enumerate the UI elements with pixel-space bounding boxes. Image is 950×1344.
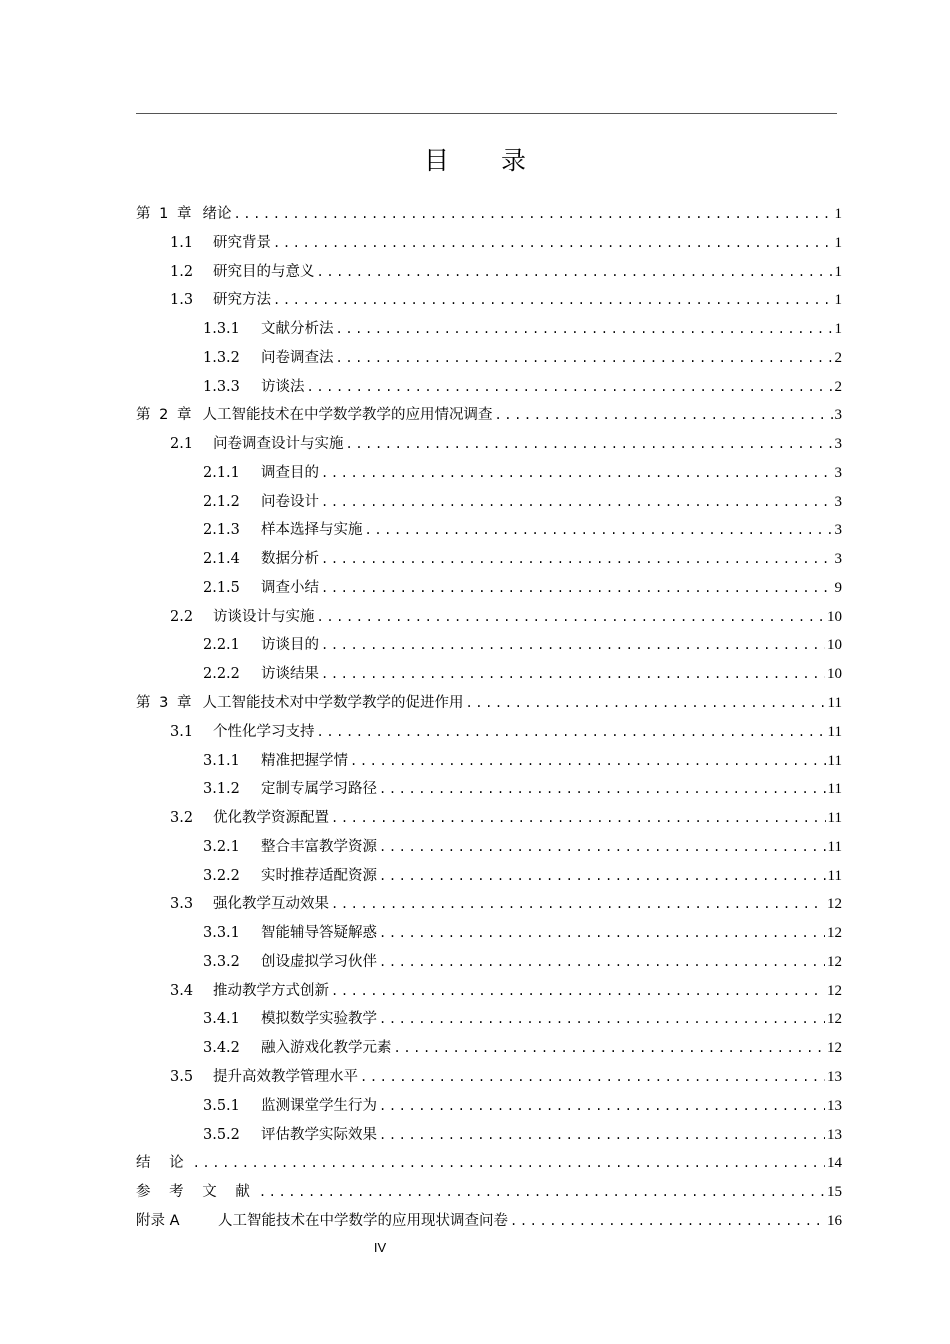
toc-entry-number: 2.2.1 (203, 637, 240, 654)
toc-entry[interactable] (136, 660, 842, 689)
dot-leader (360, 1063, 825, 1092)
toc-entry-number: 3.5.1 (203, 1097, 240, 1114)
toc-entry-title: 整合丰富教学资源 (261, 838, 377, 855)
toc-entry-page: 3 (834, 551, 842, 568)
toc-entry-title: 研究目的与意义 (213, 263, 315, 280)
toc-entry-title: 文献分析法 (261, 321, 334, 338)
toc-entry-page: 12 (827, 982, 842, 999)
dot-leader (336, 315, 833, 344)
toc-entry-page: 1 (834, 321, 842, 338)
toc-entry-number: 3.2 (170, 810, 194, 827)
toc-entry-page: 1 (834, 263, 842, 280)
toc-entry-number: 1.2 (170, 263, 194, 280)
toc-entry[interactable] (136, 919, 842, 948)
toc-entry[interactable] (136, 948, 842, 977)
toc-entry[interactable] (136, 603, 842, 632)
toc-entry-number: 3.5 (170, 1068, 194, 1085)
toc-entry-number: 1.1 (170, 234, 194, 251)
dot-leader (331, 977, 825, 1006)
toc-entry-page: 11 (827, 752, 842, 769)
toc-entry-title: 人工智能技术在中学数学的应用现状调查问卷 (218, 1212, 508, 1229)
dot-leader (346, 430, 833, 459)
toc-entry[interactable] (136, 258, 842, 287)
dot-leader (317, 603, 826, 632)
dot-leader (233, 200, 832, 229)
toc-entry[interactable] (136, 459, 842, 488)
toc-entry-number: 3.3.1 (203, 925, 240, 942)
toc-entry-title: 访谈法 (261, 378, 305, 395)
toc-entry-title: 强化教学互动效果 (213, 896, 329, 913)
toc-entry[interactable] (136, 689, 842, 718)
toc-entry[interactable] (136, 1207, 842, 1236)
toc-entry[interactable] (136, 516, 842, 545)
toc-entry-title: 智能辅导答疑解惑 (261, 925, 377, 942)
toc-entry-page: 1 (834, 292, 842, 309)
dot-leader (379, 1005, 825, 1034)
toc-entry-title: 问卷调查设计与实施 (213, 436, 344, 453)
dot-leader (510, 1207, 825, 1236)
toc-entry-page: 9 (834, 579, 842, 596)
dot-leader (321, 545, 833, 574)
dot-leader (379, 1121, 825, 1150)
toc-entry[interactable] (136, 315, 842, 344)
dot-leader (321, 660, 825, 689)
toc-entry-page: 3 (834, 464, 842, 481)
toc-entry-page: 12 (827, 953, 842, 970)
toc-entry[interactable] (136, 1149, 842, 1178)
toc-entry-page: 10 (827, 637, 842, 654)
toc-entry-title: 结 论 (136, 1155, 191, 1172)
toc-entry-title: 监测课堂学生行为 (261, 1097, 377, 1114)
toc-entry-number: 1.3.3 (203, 378, 240, 395)
toc-entry-page: 13 (827, 1097, 842, 1114)
toc-entry-page: 11 (827, 838, 842, 855)
toc-entry-title: 调查小结 (261, 579, 319, 596)
dot-leader (379, 948, 825, 977)
toc-entry-number: 3.5.2 (203, 1126, 240, 1143)
toc-entry-page: 14 (827, 1155, 842, 1172)
toc-entry-page: 2 (834, 378, 842, 395)
toc-entry-title: 访谈结果 (261, 666, 319, 683)
toc-entry-title: 问卷调查法 (261, 349, 334, 366)
toc-entry-number: 3.3 (170, 896, 194, 913)
toc-entry[interactable] (136, 401, 842, 430)
toc-entry-number: 1.3 (170, 292, 194, 309)
toc-entry[interactable] (136, 373, 842, 402)
toc-entry-number: 3.1 (170, 723, 194, 740)
page-number: IV (373, 1240, 387, 1255)
toc-entry-number: 2.2.2 (203, 666, 240, 683)
toc-entry[interactable] (136, 286, 842, 315)
toc-entry-number: 1.3.2 (203, 349, 240, 366)
toc-entry-title: 优化教学资源配置 (213, 810, 329, 827)
dot-leader (193, 1149, 825, 1178)
toc-entry-title: 定制专属学习路径 (261, 781, 377, 798)
toc-entry[interactable] (136, 775, 842, 804)
dot-leader (331, 890, 825, 919)
toc-entry-title: 提升高效教学管理水平 (213, 1068, 358, 1085)
toc-entry-title: 参 考 文 献 (136, 1184, 257, 1201)
toc-entry-page: 3 (834, 407, 842, 424)
dot-leader (394, 1034, 826, 1063)
toc-entry-number: 2.1.5 (203, 579, 240, 596)
toc-entry-title: 绪论 (202, 206, 232, 222)
toc-entry-page: 3 (834, 522, 842, 539)
toc-entry-number: 第 1 章 (136, 206, 194, 222)
toc-entry-number: 2.1.3 (203, 522, 240, 539)
toc-entry[interactable] (136, 804, 842, 833)
toc-entry-number: 3.4.2 (203, 1040, 240, 1057)
toc-entry-page: 11 (827, 867, 842, 884)
toc-entry-title: 模拟数学实验教学 (261, 1011, 377, 1028)
toc-entry[interactable] (136, 631, 842, 660)
dot-leader (317, 718, 826, 747)
toc-entry-number: 3.1.1 (203, 752, 240, 769)
toc-entry-page: 11 (827, 810, 842, 827)
toc-entry-page: 3 (834, 493, 842, 510)
toc-entry-number: 2.1 (170, 436, 194, 453)
dot-leader (321, 574, 833, 603)
toc-entry[interactable] (136, 1034, 842, 1063)
toc-entry[interactable] (136, 747, 842, 776)
toc-entry-page: 15 (827, 1184, 842, 1201)
toc-entry[interactable] (136, 430, 842, 459)
dot-leader (494, 401, 832, 430)
dot-leader (273, 286, 833, 315)
toc-entry-title: 访谈目的 (261, 637, 319, 654)
dot-leader (321, 631, 825, 660)
toc-entry[interactable] (136, 1178, 842, 1207)
toc-entry-title: 评估教学实际效果 (261, 1126, 377, 1143)
toc-entry-page: 16 (827, 1212, 842, 1229)
toc-entry-page: 11 (827, 695, 842, 712)
toc-entry[interactable] (136, 488, 842, 517)
toc-entry-title: 数据分析 (261, 551, 319, 568)
toc-entry-number: 3.1.2 (203, 781, 240, 798)
toc-entry-title: 研究方法 (213, 292, 271, 309)
dot-leader (336, 344, 833, 373)
dot-leader (307, 373, 833, 402)
toc-entry[interactable] (136, 718, 842, 747)
dot-leader (321, 459, 833, 488)
toc-entry-number: 1.3.1 (203, 321, 240, 338)
toc-entry-number: 第 2 章 (136, 407, 194, 424)
toc-entry-title: 研究背景 (213, 234, 271, 251)
toc-entry-number: 第 3 章 (136, 695, 194, 712)
toc-entry[interactable] (136, 200, 842, 229)
toc-entry-title: 个性化学习支持 (213, 723, 315, 740)
toc-entry-number: 3.2.2 (203, 867, 240, 884)
toc-entry-page: 10 (827, 666, 842, 683)
toc-entry-page: 12 (827, 925, 842, 942)
toc-entry-title: 实时推荐适配资源 (261, 867, 377, 884)
toc-entry[interactable] (136, 1121, 842, 1150)
toc-entry[interactable] (136, 1063, 842, 1092)
toc-entry-page: 11 (827, 781, 842, 798)
toc-entry-number: 2.1.2 (203, 493, 240, 510)
toc-entry-page: 3 (834, 436, 842, 453)
toc-entry[interactable] (136, 1092, 842, 1121)
toc-entry-page: 1 (834, 206, 842, 222)
toc-entry-title: 样本选择与实施 (261, 522, 363, 539)
dot-leader (273, 229, 833, 258)
header-rule (136, 113, 837, 114)
toc-entry-page: 10 (827, 608, 842, 625)
toc-entry[interactable] (136, 344, 842, 373)
toc-entry-number: 3.3.2 (203, 953, 240, 970)
toc-entry-number: 附录 A (136, 1212, 180, 1229)
toc-entry-title: 人工智能技术在中学数学教学的应用情况调查 (202, 407, 493, 424)
toc-entry-page: 13 (827, 1126, 842, 1143)
toc-entry-number: 2.2 (170, 608, 194, 625)
dot-leader (379, 862, 826, 891)
toc-entry[interactable] (136, 833, 842, 862)
toc-entry-page: 12 (827, 1011, 842, 1028)
toc-entry[interactable] (136, 574, 842, 603)
dot-leader (331, 804, 826, 833)
toc-entry-title: 人工智能技术对中学数学教学的促进作用 (202, 695, 464, 712)
dot-leader (321, 488, 833, 517)
toc-entry-number: 3.2.1 (203, 838, 240, 855)
toc-entry-page: 13 (827, 1068, 842, 1085)
toc-title: 目 录 (424, 146, 548, 175)
dot-leader (379, 833, 826, 862)
dot-leader (259, 1178, 825, 1207)
toc-entry-number: 3.4 (170, 982, 194, 999)
toc-entry-page: 11 (827, 723, 842, 740)
toc-entry-title: 调查目的 (261, 464, 319, 481)
toc-entry[interactable] (136, 545, 842, 574)
toc-entry[interactable] (136, 890, 842, 919)
toc-entry-number: 2.1.1 (203, 464, 240, 481)
dot-leader (350, 747, 826, 776)
dot-leader (379, 919, 825, 948)
toc-entry-page: 1 (834, 234, 842, 251)
table-of-contents (136, 200, 842, 1236)
dot-leader (379, 1092, 825, 1121)
toc-entry-page: 12 (827, 896, 842, 913)
toc-entry-title: 融入游戏化教学元素 (261, 1040, 392, 1057)
toc-entry-title: 精准把握学情 (261, 752, 348, 769)
toc-entry-title: 访谈设计与实施 (213, 608, 315, 625)
toc-entry-number: 3.4.1 (203, 1011, 240, 1028)
dot-leader (365, 516, 833, 545)
toc-entry[interactable] (136, 1005, 842, 1034)
toc-entry[interactable] (136, 977, 842, 1006)
toc-entry-number: 2.1.4 (203, 551, 240, 568)
dot-leader (465, 689, 825, 718)
dot-leader (317, 258, 833, 287)
dot-leader (379, 775, 826, 804)
toc-entry[interactable] (136, 229, 842, 258)
toc-entry-title: 创设虚拟学习伙伴 (261, 953, 377, 970)
toc-entry-title: 问卷设计 (261, 493, 319, 510)
toc-entry-page: 12 (827, 1040, 842, 1057)
toc-entry-title: 推动教学方式创新 (213, 982, 329, 999)
toc-entry-page: 2 (834, 349, 842, 366)
toc-entry[interactable] (136, 862, 842, 891)
